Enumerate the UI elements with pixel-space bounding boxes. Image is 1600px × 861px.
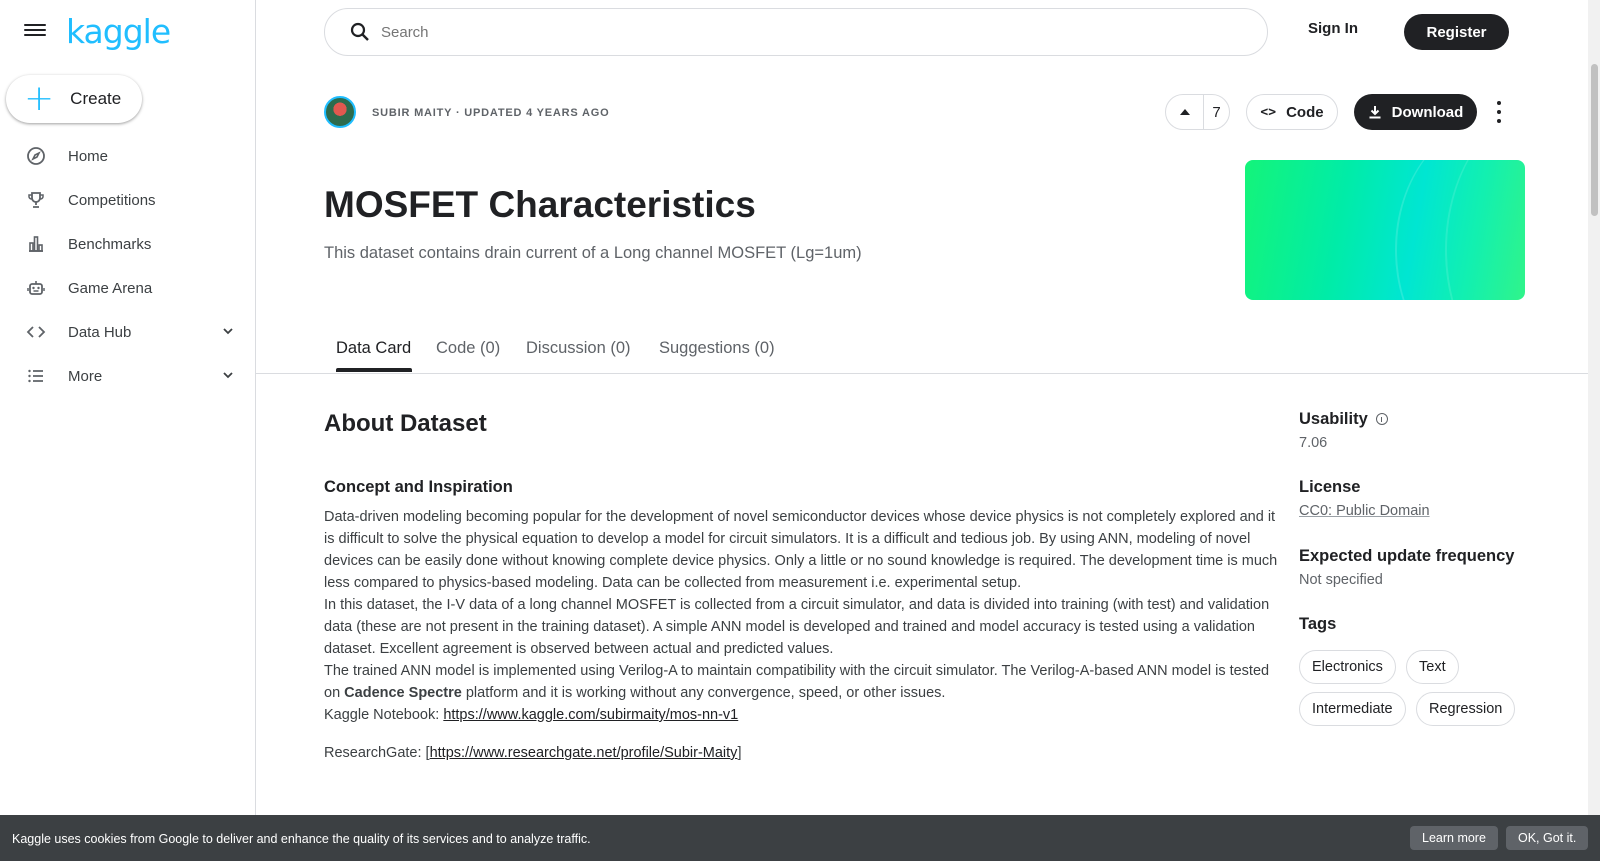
more-options-icon[interactable] <box>1495 101 1503 123</box>
update-frequency-label: Expected update frequency <box>1299 547 1515 565</box>
tab-suggestions[interactable]: Suggestions (0) <box>659 339 775 357</box>
scrollbar-thumb[interactable] <box>1591 64 1598 216</box>
search-bar[interactable] <box>324 8 1268 56</box>
vote-count: 7 <box>1212 103 1221 121</box>
sidebar <box>0 0 256 861</box>
tab-data-card[interactable]: Data Card <box>336 339 412 357</box>
sidebar-nav <box>0 134 255 398</box>
code-icon: <> <box>1260 104 1277 120</box>
tag-chip[interactable]: Regression <box>1416 692 1515 726</box>
code-button-label: Code <box>1286 103 1324 121</box>
active-tab-indicator <box>336 368 412 372</box>
vote-control <box>1165 94 1230 130</box>
sidebar-item-more[interactable] <box>0 354 255 398</box>
sidebar-item-competitions[interactable] <box>0 178 255 222</box>
sidebar-item-label: Home <box>68 147 109 165</box>
search-input[interactable] <box>381 24 1181 41</box>
paragraph: In this dataset, the I-V data of a long channel MOSFET is collected from a circuit simulator, and data is divided into training (with test) and validation data (these are not present in the training dataset). A simple ANN model is developed and trained and model accuracy is tested using a validation dataset. Excellent agreement is observed between actual and predicted values. <box>324 597 1270 657</box>
list-icon <box>25 365 47 387</box>
search-icon <box>349 21 371 43</box>
chevron-down-icon[interactable] <box>221 324 235 338</box>
researchgate-line: ResearchGate: [https://www.researchgate.net/profile/Subir-Maity] <box>324 745 742 761</box>
create-button[interactable] <box>6 75 142 123</box>
chevron-down-icon[interactable] <box>221 368 235 382</box>
paragraph: The trained ANN model is implemented using Verilog-A to maintain compatibility with the circuit simulator. The Verilog-A-based ANN model is tested on Cadence Spectre platform and it is working without any convergence, speed, or other issues. <box>324 663 1270 701</box>
upvote-button[interactable] <box>1166 95 1204 129</box>
trophy-icon <box>25 189 47 211</box>
tab-bar <box>256 326 1588 374</box>
download-button[interactable] <box>1354 94 1477 130</box>
robot-icon <box>25 277 47 299</box>
caret-up-icon <box>1179 108 1191 116</box>
tag-chip[interactable]: Text <box>1406 650 1459 684</box>
sidebar-item-data-hub[interactable] <box>0 310 255 354</box>
download-button-label: Download <box>1391 103 1464 121</box>
create-button-label: Create <box>70 89 122 108</box>
update-frequency-value: Not specified <box>1299 572 1383 588</box>
tags-label: Tags <box>1299 615 1337 633</box>
register-button[interactable]: Register <box>1404 14 1509 50</box>
compass-icon <box>25 145 47 167</box>
dataset-cover-image <box>1245 160 1525 300</box>
tab-discussion[interactable]: Discussion (0) <box>526 339 631 357</box>
dataset-description <box>324 506 1279 764</box>
sidebar-item-label: More <box>68 367 103 385</box>
cookie-message: Kaggle uses cookies from Google to deliver and enhance the quality of its services and to analyze traffic. <box>12 832 591 846</box>
paragraph: Data-driven modeling becoming popular for the development of novel semiconductor devices whose device physics is not completely explored and it is difficult to solve the physical equation to develop a model for circuit simulators. It is a difficult and tedious job. By using ANN, modeling of novel devices can be easily done without knowing complete device physics. Only a little or no sound knowledge is required. The development time is much less compared to physics-based modeling. Data can be collected from measurement i.e. experimental setup. <box>324 509 1278 591</box>
page-subtitle: This dataset contains drain current of a Long channel MOSFET (Lg=1um) <box>324 244 862 262</box>
researchgate-link[interactable]: https://www.researchgate.net/profile/Subir-Maity <box>429 745 738 761</box>
tab-code[interactable]: Code (0) <box>436 339 501 357</box>
usability-label: Usability <box>1299 410 1388 429</box>
license-link[interactable]: CC0: Public Domain <box>1299 503 1430 519</box>
section-heading: Concept and Inspiration <box>324 478 513 496</box>
menu-icon[interactable] <box>24 21 46 41</box>
ok-got-it-button[interactable]: OK, Got it. <box>1506 826 1588 850</box>
code-icon <box>25 321 47 343</box>
bar-chart-icon <box>25 233 47 255</box>
kaggle-logo[interactable]: kaggle <box>66 12 171 51</box>
sidebar-item-label: Competitions <box>68 191 156 209</box>
tag-chip[interactable]: Intermediate <box>1299 692 1406 726</box>
scrollbar[interactable] <box>1588 0 1600 815</box>
sidebar-item-game-arena[interactable] <box>0 266 255 310</box>
code-button[interactable] <box>1246 94 1338 130</box>
tag-chip[interactable]: Electronics <box>1299 650 1396 684</box>
notebook-line: Kaggle Notebook: https://www.kaggle.com/subirmaity/mos-nn-v1 <box>324 707 739 723</box>
sidebar-item-label: Benchmarks <box>68 235 152 253</box>
sign-in-button[interactable]: Sign In <box>1308 20 1358 37</box>
sidebar-item-label: Game Arena <box>68 279 153 297</box>
notebook-link[interactable]: https://www.kaggle.com/subirmaity/mos-nn-v1 <box>443 707 739 723</box>
license-label: License <box>1299 478 1361 496</box>
about-heading: About Dataset <box>324 410 487 437</box>
cookie-banner <box>0 815 1600 861</box>
page-title: MOSFET Characteristics <box>324 184 756 225</box>
bold-text: Cadence Spectre <box>344 685 462 701</box>
avatar[interactable] <box>324 96 356 128</box>
usability-value: 7.06 <box>1299 435 1328 451</box>
owner-updated-line: SUBIR MAITY · UPDATED 4 YEARS AGO <box>372 107 610 119</box>
learn-more-button[interactable]: Learn more <box>1410 826 1498 850</box>
plus-icon: + <box>24 78 55 119</box>
sidebar-item-label: Data Hub <box>68 323 132 341</box>
sidebar-item-home[interactable] <box>0 134 255 178</box>
sidebar-item-benchmarks[interactable] <box>0 222 255 266</box>
download-icon <box>1368 105 1382 119</box>
info-icon[interactable] <box>1376 413 1388 425</box>
